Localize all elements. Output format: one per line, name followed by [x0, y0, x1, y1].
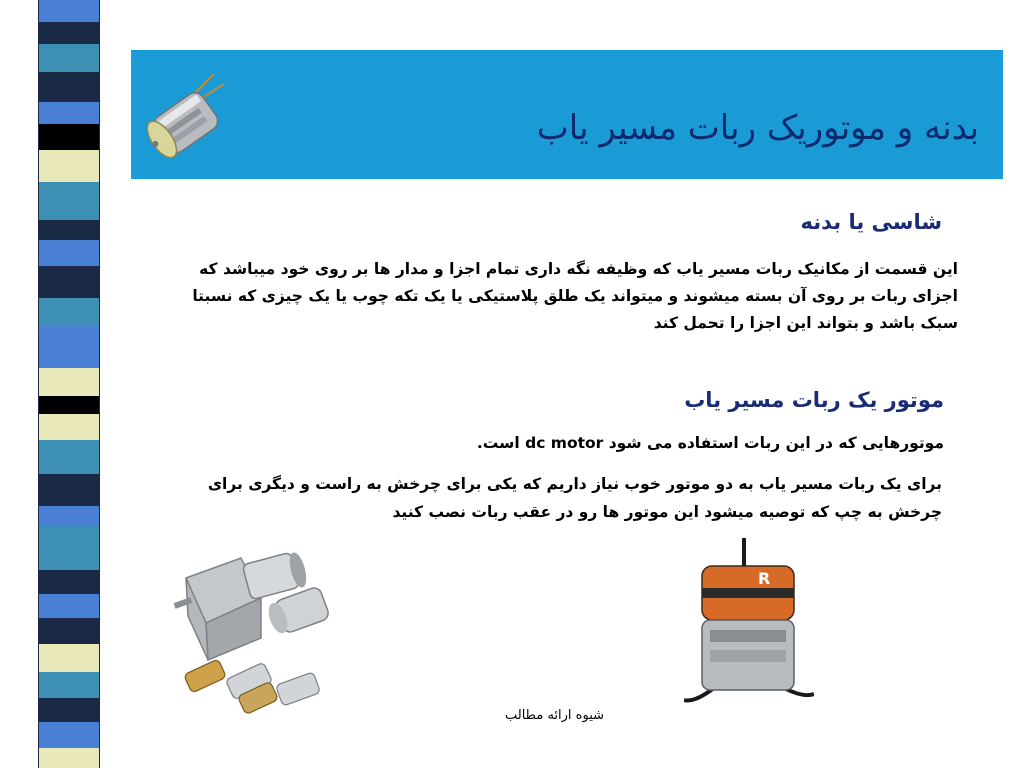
chassis-heading: شاسی یا بدنه	[800, 210, 942, 234]
stripe-bar-outline	[38, 0, 100, 768]
dc-motor-image	[136, 70, 236, 170]
slide-title: بدنه و موتوریک ربات مسیر یاب	[536, 108, 979, 148]
title-header	[131, 50, 1003, 179]
motor-type-line: موتورهایی که در این ربات استفاده می شود dc motor است.	[476, 434, 944, 452]
svg-text:R: R	[758, 569, 771, 588]
motor-description: برای یک ربات مسیر یاب به دو موتور خوب نیاز داریم که یکی برای چرخش به راست و دیگری برای چرخش به چپ که توصیه میشود این موتور ها رو در عقب ربات نصب کنید	[207, 475, 942, 521]
motor-heading: موتور یک ربات مسیر یاب	[684, 388, 944, 412]
gear-motors-image	[166, 538, 361, 723]
footer-text: شیوه ارائه مطالب	[505, 708, 605, 723]
chassis-description: این قسمت از مکانیک ربات مسیر یاب که وظیفه نگه داری تمام اجزا و مدار ها بر روی خود میباشد که اجزای ربات بر روی آن بسته میشوند و میتواند یک طلق پلاستیکی یا یک تکه چوب یا یک چیزی که نسبتا سبک باشد و بتواند این اجزا را تحمل کند	[192, 260, 958, 332]
encoder-motor-image	[684, 538, 814, 708]
